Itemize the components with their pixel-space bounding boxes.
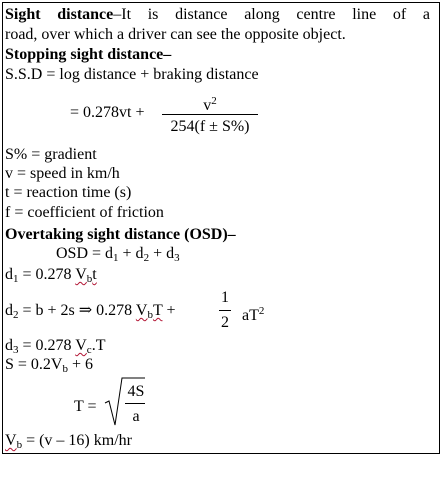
d2-fraction-bar [219, 310, 231, 311]
t-fraction-bar [125, 403, 145, 404]
def-gradient: S% = gradient [5, 146, 97, 163]
ssd-equation: S.S.D = log distance + braking distance [5, 66, 259, 83]
ssd-fraction-bar [162, 114, 258, 115]
sight-distance-desc-2: road, over which a driver can see the opposite object. [5, 26, 346, 43]
t-fraction-denominator: a [132, 408, 140, 425]
d2-fraction-denominator: 2 [221, 314, 229, 331]
t-equation-lhs: T = [74, 398, 97, 415]
d2-fraction-numerator: 1 [221, 289, 229, 306]
t-fraction-numerator: 4S [127, 383, 145, 400]
def-reaction-time: t = reaction time (s) [5, 184, 132, 201]
d3-equation: $d_3 = 0.278$ $V_c.T$ [5, 337, 106, 356]
def-speed: v = speed in km/h [5, 165, 120, 182]
ssd-fraction-denominator: 254(f ± S%) [170, 118, 250, 135]
ssd-formula-lhs: = 0.278vt + [70, 104, 145, 121]
d2-equation: $d_2 = b + 2s$ ⇒ 0.278 $V_bT$ + [5, 302, 176, 321]
vb-spellcheck-2: $V_bT$ [135, 302, 163, 321]
sight-distance-heading: Sight distance [5, 6, 114, 23]
vb-spellcheck-1: $V_bt$ [75, 266, 97, 285]
ssd-heading: Stopping sight distance– [5, 46, 172, 63]
d1-equation: $d_1 = 0.278$ $V_bt$ [5, 266, 97, 285]
vc-spellcheck: $V_c$ [75, 337, 92, 356]
d2-accel-term: $aT^2$ [242, 305, 265, 324]
osd-equation: OSD = $d_1 + d_2 + d_3$ [56, 245, 180, 264]
sight-distance-paragraph [5, 6, 430, 24]
ssd-fraction-numerator: $v^2$ [203, 95, 217, 114]
sight-distance-desc-1: –It is distance along centre line of a [113, 6, 430, 23]
def-friction: f = coefficient of friction [5, 204, 164, 221]
s-equation: $S = 0.2V_b + 6$ [5, 356, 94, 375]
osd-heading: Overtaking sight distance (OSD)– [5, 226, 236, 243]
vb-equation: $V_b = (v - 16)$ km/hr [5, 432, 132, 451]
vb-spellcheck-3: $V_b$ [5, 432, 23, 451]
